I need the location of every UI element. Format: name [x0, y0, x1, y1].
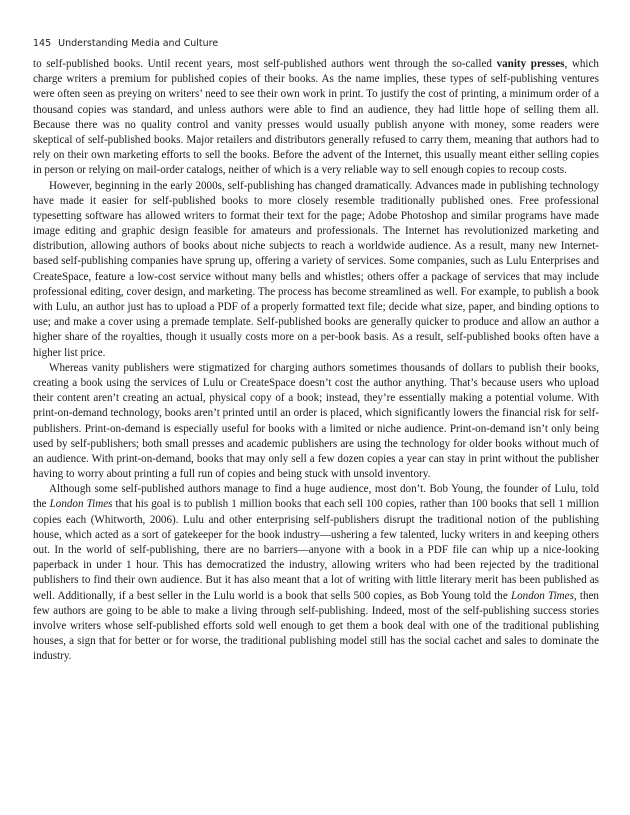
paragraph-text: , which charge writers a premium for published copies of their books. As the name implies, these types of self-publishing ventures were often seen as preying on writers’ need to see their own work in print. To justify the cost of printing, a minimum order of a thousand copies was standard, and unless authors were able to find an audience, they had little hope of selling them all. Because there was no quality control and vanity presses would usually publish anyone with money, some readers were skeptical of self-published books. Major retailers and distributors generally refused to carry them, meaning that authors had to rely on their own marketing efforts to sell the books. Before the advent of the Internet, this usually meant either selling copies in person or relying on mail-order catalogs, neither of which is a very reliable way to sell enough copies to recoup costs.: [33, 58, 599, 177]
paragraph-continuation: [33, 57, 599, 179]
key-term-vanity-presses: vanity presses: [496, 58, 565, 70]
paragraph-text: to self-published books. Until recent years, most self-published authors went through the so-called: [33, 58, 497, 70]
publication-title: London Times: [510, 589, 574, 602]
paragraph-text: , then few authors are going to be able to make a living through self-publishing. Indeed, most of the self-publishing success stories involve writers whose self-published efforts sold well enough to get them a book deal with one of the traditional publishing houses, a sign that for better or for worse, the traditional publishing model still has the social cachet and sales to dominate the industry.: [33, 589, 599, 663]
body-text: [33, 57, 599, 665]
page-number: 145: [33, 38, 52, 49]
paragraph-print-on-demand: Whereas vanity publishers were stigmatized for charging authors sometimes thousands of dollars to publish their books, creating a book using the services of Lulu or CreateSpace doesn’t cost the author anything. That’s because users who upload their content aren’t creating an actual, physical copy of a book; instead, they’re essentially making a potential volume. With print-on-demand technology, books aren’t printed until an order is placed, which significantly lowers the financial risk for self-publishers. Print-on-demand is especially useful for books with a limited or niche audience. Print-on-demand isn’t only being used by self-publishers; both small presses and academic publishers are using the technology for older books without much of an audience. With print-on-demand, books that may only sell a few dozen copies a year can stay in print without the publisher having to worry about printing a full run of copies and being stuck with unsold inventory.: [33, 361, 599, 481]
running-header: [33, 38, 218, 49]
paragraph-text: that his goal is to publish 1 million books that each sell 100 copies, rather than 100 books that sell 1 million copies each (Whitworth, 2006). Lulu and other enterprising self-publishers disrupt the traditional notion of the publishing house, which acted as a sort of gatekeeper for the book industry—ushering a few talented, lucky writers in and keeping others out. In the world of self-publishing, there are no barriers—anyone with a book in a PDF file can whip up a nice-looking paperback in under 1 hour. This has democratized the industry, allowing writers who had been rejected by the traditional publishers to find their own audience. But it has also meant that a lot of writing with little literary merit has been published as well. Additionally, if a best seller in the Lulu world is a book that sells 500 copies, as Bob Young told the: [33, 498, 599, 602]
publication-title: London Times: [49, 498, 113, 511]
paragraph-self-publishing-changes: However, beginning in the early 2000s, self-publishing has changed dramatically. Advances made in publishing technology have made it easier for self-published books to more closely resemble traditionally published ones. Free professional typesetting software has allowed writers to format their text for the page; Adobe Photoshop and similar programs have made image editing and graphic design feasible for amateurs and professionals. The Internet has revolutionized marketing and distribution, allowing authors of books about niche subjects to reach a worldwide audience. As a result, many new Internet-based self-publishing companies have sprung up, offering a variety of services. Some companies, such as Lulu Enterprises and CreateSpace, feature a low-cost service without many bells and whistles; others offer a package of services that may include professional editing, cover design, and marketing. The process has become streamlined as well. For example, to publish a book with Lulu, an author just has to upload a PDF of a properly formatted text file; decide what size, paper, and binding options to use; and make a cover using a premade template. Self-published books are generally quicker to produce and allow an author a higher share of the royalties, though it usually costs more on a per-book basis. As a result, self-published books often have a higher list price.: [33, 179, 599, 359]
paragraph-audience: [33, 482, 599, 664]
book-title: Understanding Media and Culture: [58, 38, 219, 49]
paragraph-text: Although some self-published authors manage to find a huge audience, most don’t. Bob Young, the founder of Lulu, told the: [33, 483, 599, 511]
